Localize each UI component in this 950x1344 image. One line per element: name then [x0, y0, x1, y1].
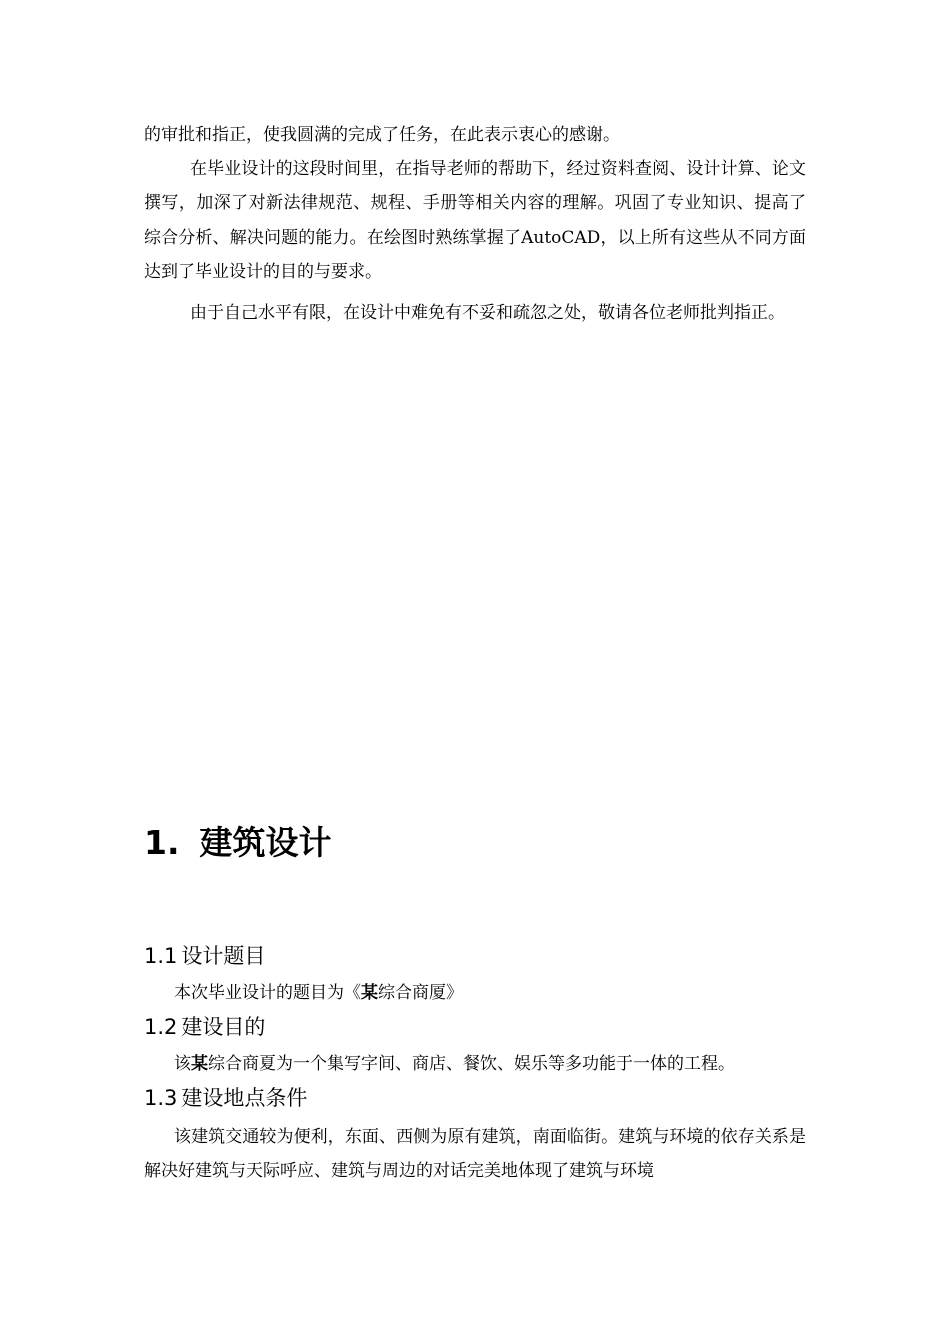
section-1-2-text	[144, 1047, 806, 1081]
section-title: 建设目的	[181, 1015, 266, 1039]
section-text-part: 综合商夏为一个集写字间、商店、餐饮、娱乐等多功能于一体的工程。	[208, 1054, 735, 1074]
section-1-1-text	[144, 976, 806, 1010]
section-heading-1-1	[144, 940, 265, 972]
section-text-part: 综合商厦》	[378, 983, 463, 1003]
section-number: 1.3	[144, 1086, 178, 1110]
section-title: 设计题目	[181, 944, 266, 968]
section-text-part: 本次毕业设计的题目为《	[174, 983, 361, 1003]
section-heading-1-2	[144, 1011, 265, 1043]
chapter-title: 建筑设计	[199, 823, 332, 862]
acknowledgement-paragraph-2: 在毕业设计的这段时间里，在指导老师的帮助下，经过资料查阅、设计计算、论文撰写，加深了对新法律规范、规程、手册等相关内容的理解。巩固了专业知识、提高了综合分析、解决问题的能力。在绘图时熟练掌握了AutoCAD，以上所有这些从不同方面达到了毕业设计的目的与要求。	[144, 159, 806, 282]
section-1-3-text: 该建筑交通较为便利，东面、西侧为原有建筑，南面临街。建筑与环境的依存关系是解决好建筑与天际呼应、建筑与周边的对话完美地体现了建筑与环境	[144, 1127, 806, 1182]
section-text-bold: 某	[191, 1054, 208, 1074]
section-title: 建设地点条件	[181, 1086, 308, 1110]
section-number: 1.2	[144, 1015, 178, 1039]
chapter-number: 1.	[144, 823, 180, 862]
section-number: 1.1	[144, 944, 178, 968]
section-text-bold: 某	[361, 983, 378, 1003]
section-heading-1-3	[144, 1082, 307, 1114]
section-text-part: 该	[174, 1054, 191, 1074]
acknowledgement-paragraph-1: 的审批和指正，使我圆满的完成了任务，在此表示衷心的感谢。	[144, 125, 620, 145]
acknowledgement-paragraph-3: 由于自己水平有限，在设计中难免有不妥和疏忽之处，敬请各位老师批判指正。	[190, 303, 785, 323]
chapter-heading	[144, 818, 332, 868]
